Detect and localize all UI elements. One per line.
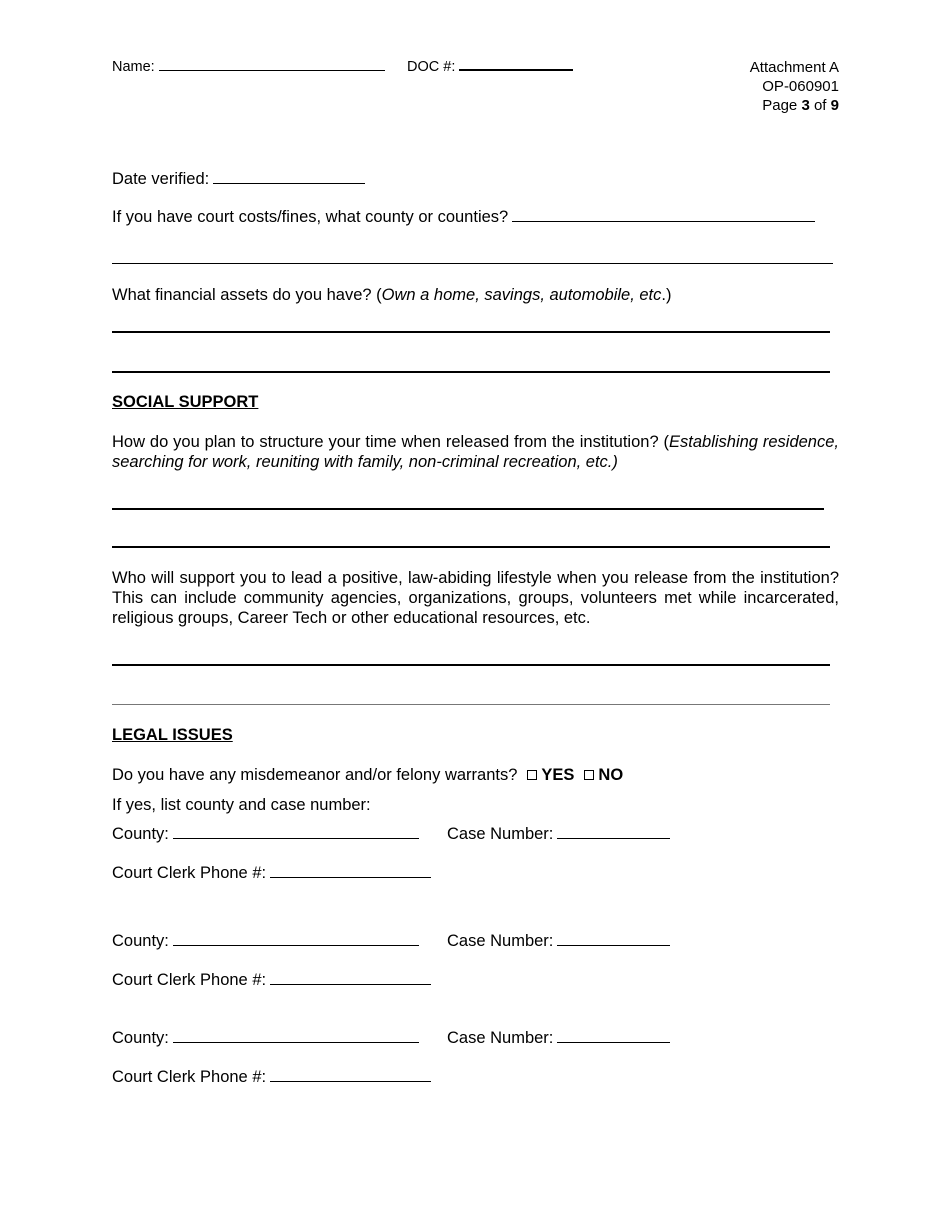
- legal-issues-heading: LEGAL ISSUES: [112, 726, 233, 744]
- court-clerk-blank[interactable]: [270, 1080, 431, 1082]
- county-label: County:: [112, 932, 169, 950]
- court-clerk-phone-field-3[interactable]: [112, 1067, 431, 1087]
- date-verified-blank[interactable]: [213, 182, 365, 184]
- financial-assets-line-2[interactable]: [112, 371, 830, 373]
- page-current: 3: [801, 97, 810, 114]
- yes-label: YES: [541, 766, 575, 784]
- county-label: County:: [112, 1029, 169, 1047]
- court-clerk-label: Court Clerk Phone #:: [112, 1068, 267, 1086]
- policy-number: OP-060901: [762, 78, 839, 95]
- no-label: NO: [598, 766, 624, 784]
- support-line-1[interactable]: [112, 664, 830, 666]
- date-verified-field[interactable]: [112, 169, 365, 189]
- date-verified-label: Date verified:: [112, 170, 210, 188]
- page-total: 9: [830, 97, 839, 114]
- case-number-label: Case Number:: [447, 1029, 554, 1047]
- time-structure-line-1[interactable]: [112, 508, 824, 510]
- court-clerk-phone-field-2[interactable]: [112, 970, 431, 990]
- county-label: County:: [112, 825, 169, 843]
- time-structure-line-2[interactable]: [112, 546, 830, 548]
- financial-assets-question: What financial assets do you have? (Own a home, savings, automobile, etc.): [112, 286, 672, 304]
- court-clerk-phone-field-1[interactable]: [112, 863, 431, 883]
- county-blank[interactable]: [173, 1041, 419, 1043]
- court-clerk-label: Court Clerk Phone #:: [112, 864, 267, 882]
- court-costs-question: If you have court costs/fines, what county or counties?: [112, 208, 509, 226]
- case-number-blank[interactable]: [557, 1041, 670, 1043]
- case-number-field-2[interactable]: [447, 931, 670, 951]
- warrants-question-row: [112, 765, 623, 785]
- court-clerk-label: Court Clerk Phone #:: [112, 971, 267, 989]
- case-number-field-3[interactable]: [447, 1028, 670, 1048]
- case-number-label: Case Number:: [447, 932, 554, 950]
- county-field-2[interactable]: [112, 931, 419, 951]
- support-question: Who will support you to lead a positive, law-abiding lifestyle when you release from the institution? This can include community agencies, organizations, groups, volunteers met while incarcerated, religious groups, Career Tech or other educational resources, etc.: [112, 569, 839, 627]
- no-checkbox[interactable]: [584, 770, 594, 780]
- court-clerk-blank[interactable]: [270, 876, 431, 878]
- case-number-blank[interactable]: [557, 837, 670, 839]
- attachment-label: Attachment A: [749, 59, 839, 76]
- doc-number-label: DOC #:: [407, 59, 456, 75]
- county-blank[interactable]: [173, 837, 419, 839]
- doc-number-field[interactable]: [407, 58, 573, 76]
- time-structure-question: How do you plan to structure your time when released from the institution? (Establishing residence, searching for work, reuniting with family, non-criminal recreation, etc.): [112, 433, 839, 471]
- social-support-heading: SOCIAL SUPPORT: [112, 393, 259, 411]
- county-field-1[interactable]: [112, 824, 419, 844]
- financial-assets-line-1[interactable]: [112, 331, 830, 333]
- court-clerk-blank[interactable]: [270, 983, 431, 985]
- case-number-blank[interactable]: [557, 944, 670, 946]
- page-header-info: [750, 58, 839, 115]
- court-costs-line-2[interactable]: [112, 263, 833, 264]
- court-costs-field[interactable]: [112, 207, 815, 227]
- case-number-label: Case Number:: [447, 825, 554, 843]
- warrants-question: Do you have any misdemeanor and/or felony warrants?: [112, 766, 518, 784]
- county-blank[interactable]: [173, 944, 419, 946]
- yes-checkbox[interactable]: [527, 770, 537, 780]
- case-number-field-1[interactable]: [447, 824, 670, 844]
- if-yes-instructions: If yes, list county and case number:: [112, 796, 371, 814]
- name-blank[interactable]: [159, 69, 385, 71]
- doc-number-blank[interactable]: [459, 68, 573, 71]
- name-field[interactable]: [112, 58, 385, 76]
- support-line-2[interactable]: [112, 704, 830, 705]
- county-field-3[interactable]: [112, 1028, 419, 1048]
- page-indicator: Page 3 of 9: [762, 97, 839, 114]
- court-costs-blank[interactable]: [512, 220, 815, 222]
- name-label: Name:: [112, 59, 155, 75]
